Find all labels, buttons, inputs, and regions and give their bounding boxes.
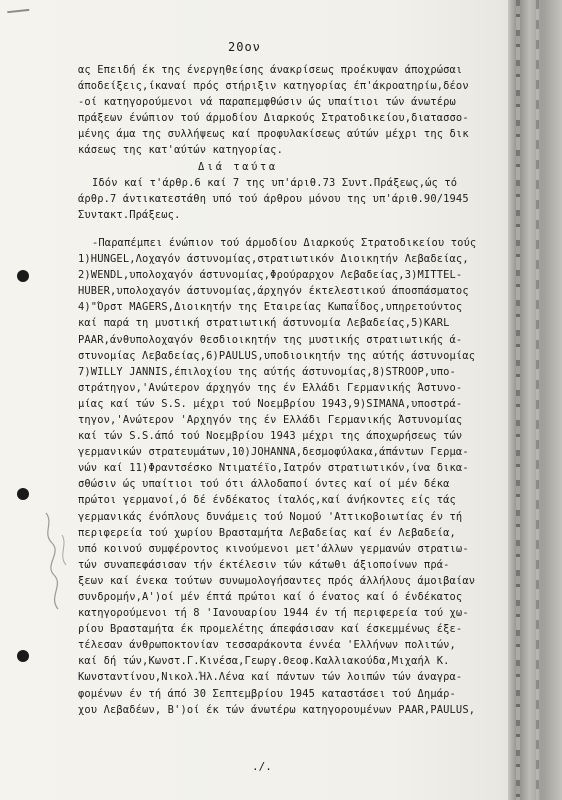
text-line: στυνομίας Λεβαδείας,6)PAULUS,υποδιοικητήν της αύτής άστυνομίας <box>78 349 476 362</box>
text-line: PAAR,άνθυπολοχαγόν θεσδιοικητήν της μυστικής στρατιωτικής ά- <box>78 333 463 346</box>
text-line: -Παραπέμπει ένώπιον τού άρμοδίου Διαρκούς Στρατοδικείου τούς <box>92 236 477 249</box>
corner-mark <box>7 9 31 27</box>
text-line: άρθρ.7 άντικατεστάθη υπό τού άρθρου μόνου της υπ'άριθ.90/1945 <box>78 192 469 205</box>
page-edge-shadow <box>508 0 562 800</box>
text-line: ας Επειδή έκ της ένεργηθείσης άνακρίσεως προέκυψαν άποχρώσαι <box>78 64 463 76</box>
punch-hole <box>17 488 29 500</box>
text-line: Κωνσταντίνου,Νικολ.Ήλ.Λένα καί πάντων τών λοιπών τών άναγρα- <box>78 671 463 684</box>
text-line: 4)"Όρστ MAGERS,Διοικητήν της Εταιρείας Κωπαΐδος,υπηρετούντος <box>78 301 463 314</box>
text-line: -οί κατηγορούμενοι νά παραπεμφθώσιν ώς υπαίτιοι τών άνωτέρω <box>78 96 456 109</box>
text-line: μένης άμα της συλλήψεως καί προφυλακίσεως αύτών μέχρι της δικ <box>78 128 469 141</box>
text-line: καί τών S.S.άπό τού Νοεμβρίου 1943 μέχρι της άποχωρήσεως τών <box>78 430 463 443</box>
text-line: κατηγορούμενοι τή 8 'Ιανουαρίου 1944 έν τή περιφερεία τού χω- <box>78 607 469 620</box>
text-line: στράτηγον,'Ανώτερον άρχηγόν της έν Ελλάδι Γερμανικής Άστυνο- <box>78 381 463 394</box>
text-line: γερμανικάς ένόπλους δυνάμεις τού Νομού 'Αττικοβοιωτίας έν τή <box>78 510 463 523</box>
text-line: τηγον,'Ανώτερον 'Αρχηγόν της έν Ελλάδι Γερμανικής Άστυνομίας <box>78 413 463 426</box>
page-number: 20ον <box>228 40 261 54</box>
text-line: Ιδόν καί τ'άρθρ.6 καί 7 της υπ'άριθ.73 Συντ.Πράξεως,ώς τό <box>92 176 458 189</box>
text-line: πρώτοι γερμανοί,ό δέ ένδέκατος ίταλός,καί άνήκοντες είς τάς <box>78 494 456 507</box>
text-line: ξεων καί ένεκα τούτων συνωμολογήσαντες πρός άλλήλους άμοιβαίαν <box>78 574 476 587</box>
text-line: υπό κοινού συμφέροντος κινούμενοι μετ'άλλων γερμανών στρατιω- <box>78 542 469 555</box>
text-line: 7)WILLY JANNIS,έπιλοχίου της αύτής άστυνομίας,8)STROOP,υπο- <box>78 365 456 378</box>
text-line: πράξεων ένώπιον τού άρμοδίου Διαρκούς Στρατοδικείου,διατασσο- <box>78 112 469 125</box>
text-line: περιφερεία τού χωρίου Βρασταμήτα Λεβαδείας καί έν Λεβαδεία, <box>78 526 456 539</box>
text-line: HUBER,υπολοχαγόν άστυνομίας,άρχηγόν έκτελεστικού άποσπάσματος <box>78 285 469 298</box>
margin-scribble <box>40 505 80 615</box>
text-line: γερμανικών στρατευμάτων,10)JOHANNA,δεσμοφύλακα,άπάντων Γερμα- <box>78 446 469 459</box>
text-line: χου Λεβαδέων, Β')οί έκ τών άνωτέρω κατηγορουμένων PAAR,PAULUS, <box>78 703 476 716</box>
section-heading: Διά ταύτα <box>198 160 278 173</box>
text-line: μίας καί τών S.S. μέχρι τού Νοεμβρίου 1943,9)SIMANA,υποστρά- <box>78 397 463 410</box>
text-line: 1)HUNGEL,Λοχαγόν άστυνομίας,στρατιωτικόν Διοικητήν Λεβαδείας, <box>78 253 469 266</box>
text-line: τέλεσαν άνθρωποκτονίαν τεσσαράκοντα έννέα 'Ελλήνων πολιτών, <box>78 639 456 652</box>
document-body <box>78 62 508 718</box>
text-line: καί δή τών,Κωνστ.Γ.Κινέσα,Γεωργ.Θεοφ.Καλλιακούδα,Μιχαήλ Κ. <box>78 655 450 668</box>
punch-hole <box>17 650 29 662</box>
continuation-mark: ./. <box>252 760 272 773</box>
punch-hole <box>17 270 29 282</box>
text-line: νών καί 11)Φραντσέσκο Ντιματέϊο,Ιατρόν στρατιωτικόν,ίνα δικα- <box>78 462 469 475</box>
text-line: Συντακτ.Πράξεως. <box>78 208 181 221</box>
text-line: τών συναπεφάσισαν τήν έκτέλεσιν τών κάτωθι άξιοποίνων πρά- <box>78 558 450 571</box>
text-line: σθώσιν ώς υπαίτιοι τού ότι άλλοδαποί όντες καί οί μέν δέκα <box>78 478 450 491</box>
text-line: άποδείξεις,ίκαναί πρός στήριξιν κατηγορίας έπ'άκροατηρίω,δέον <box>78 80 469 93</box>
text-line: καί παρά τη μυστική στρατιωτική άστυνομία Λεβαδείας,5)KARL <box>78 317 450 330</box>
blank-line <box>78 223 508 235</box>
text-line: φομένων έν τή άπό 30 Σεπτεμβρίου 1945 καταστάσει τού Δημάρ- <box>78 687 456 700</box>
text-line: 2)WENDL,υπολοχαγόν άστυνομίας,Φρούραρχον Λεβαδείας,3)MITTEL- <box>78 269 463 282</box>
text-line: κάσεως της κατ'αύτών κατηγορίας. <box>78 144 283 157</box>
text-line: ρίου Βρασταμήτα έκ προμελέτης άπεφάσισαν καί έσκεμμένως έξε- <box>78 623 463 636</box>
text-line: συνδρομήν,Α')οί μέν έπτά πρώτοι καί ό ένατος καί ό ένδέκατος <box>78 591 463 603</box>
